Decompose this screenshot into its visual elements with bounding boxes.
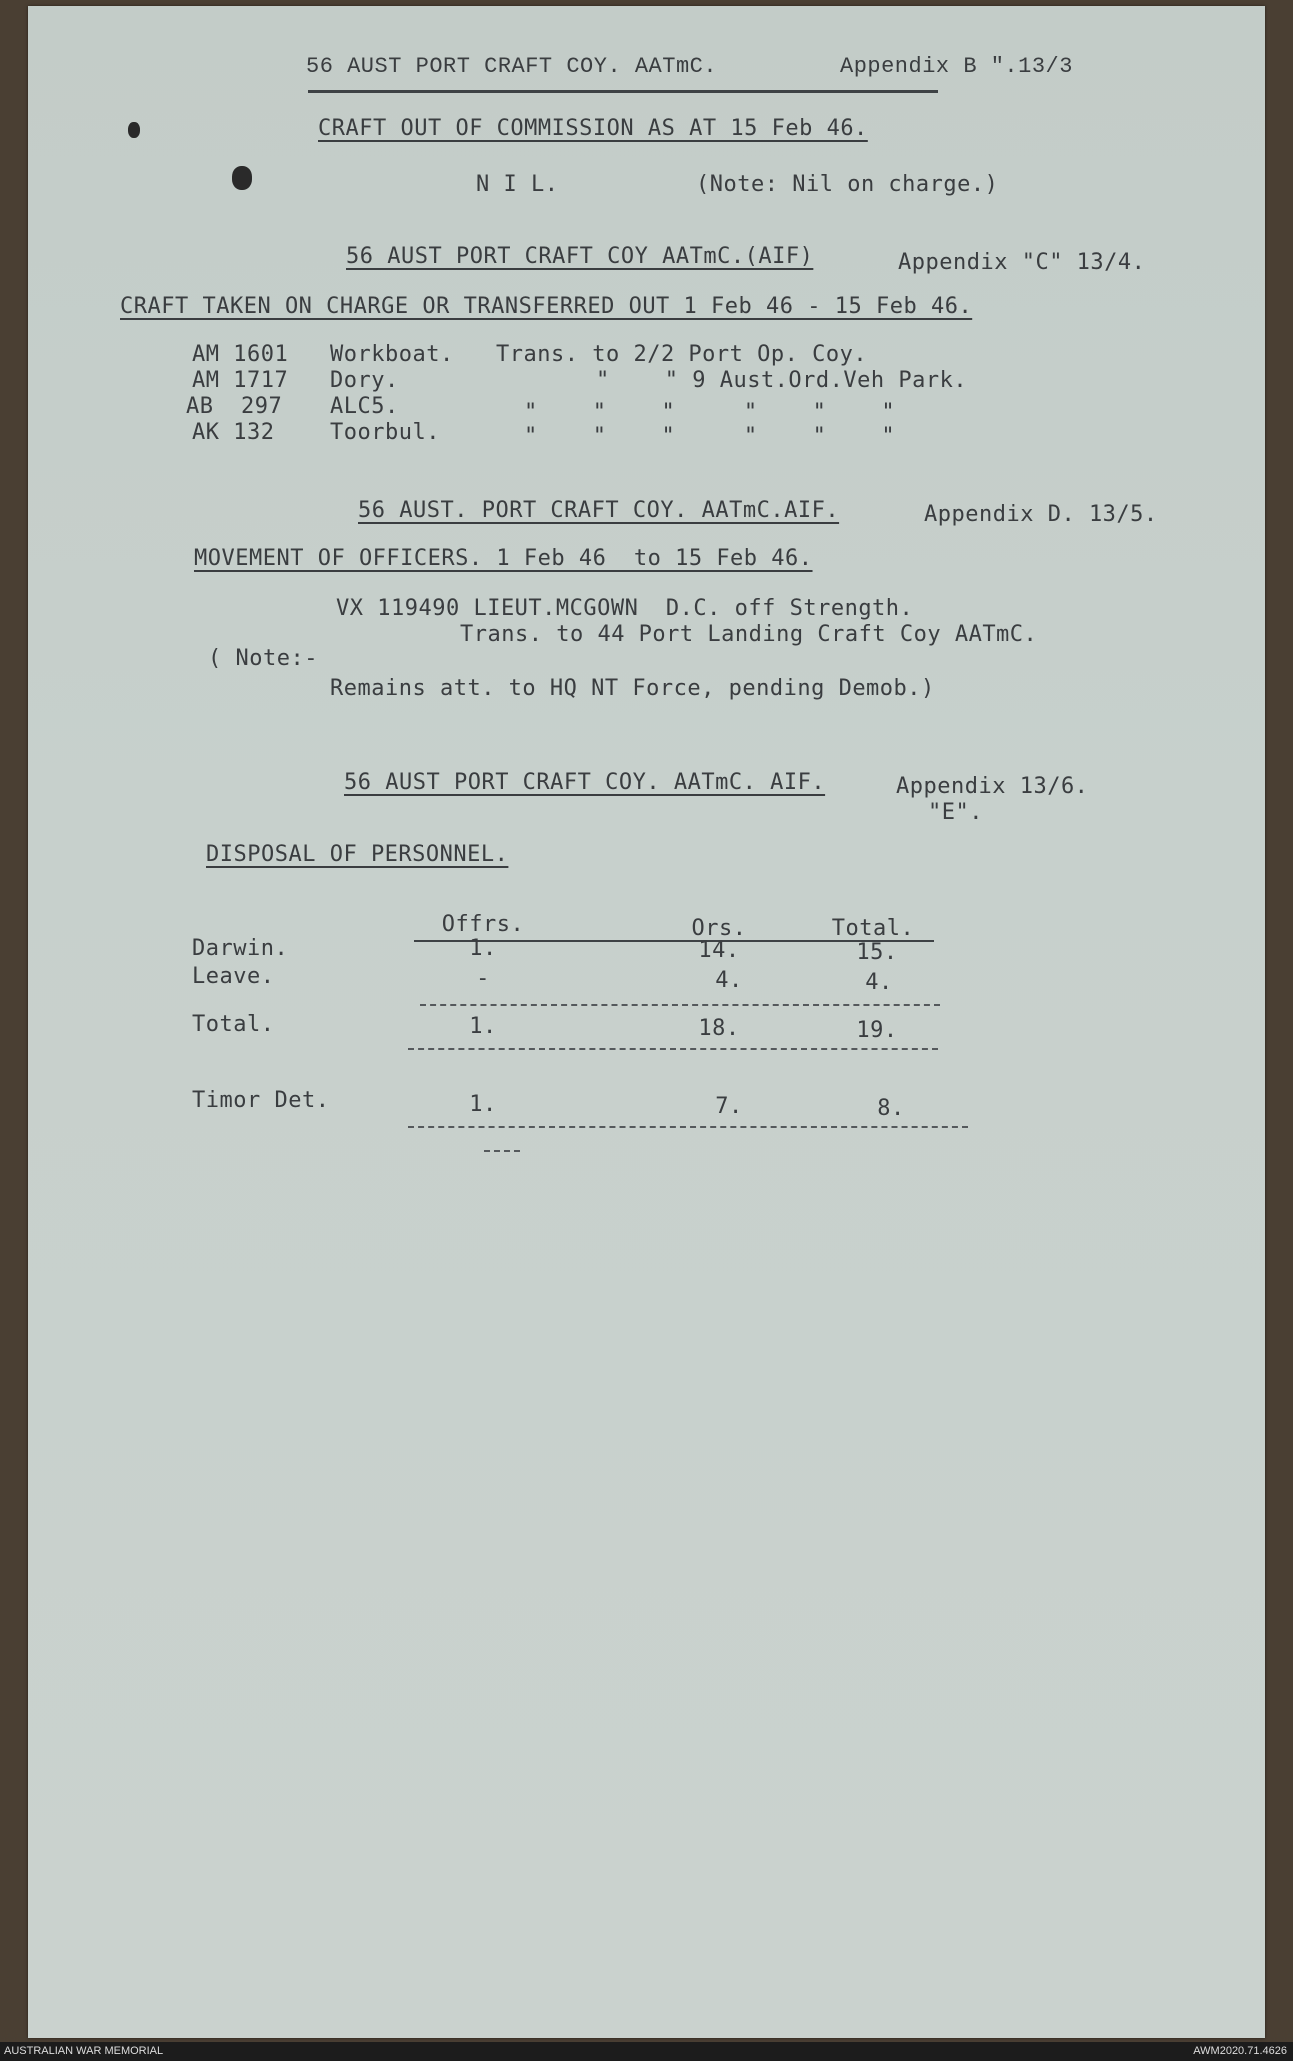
appendix-c-heading: CRAFT TAKEN ON CHARGE OR TRANSFERRED OUT 1 Feb 46 - 15 Feb 46. [120,294,973,319]
total-label: Total. [192,1012,275,1037]
timor-ors: 7. [715,1094,743,1119]
officer-transfer: Trans. to 44 Port Landing Craft Coy AATmC. [460,622,1038,647]
commission-heading: CRAFT OUT OF COMMISSION AS AT 15 Feb 46. [318,116,868,141]
craft-action: " " 9 Aust.Ord.Veh Park. [596,368,968,393]
timor-label: Timor Det. [192,1088,330,1113]
appendix-e-heading: DISPOSAL OF PERSONNEL. [206,842,509,867]
punch-hole [128,122,140,138]
timor-total: 8. [877,1096,905,1121]
officer-note-label: ( Note:- [208,646,318,671]
archive-footer [0,2042,1293,2061]
officer-note-text: Remains att. to HQ NT Force, pending Demob.) [330,676,935,701]
craft-name: ALC5. [330,394,399,419]
footer-right: AWM2020.71.4626 [1193,2045,1287,2057]
row-total: 4. [865,970,893,995]
commission-note: (Note: Nil on charge.) [696,172,999,197]
row-offrs: 1. [469,936,497,961]
craft-no: AK 132 [192,420,275,445]
appendix-d-label: Appendix D. 13/5. [924,502,1158,527]
row-label: Leave. [192,964,275,989]
craft-no: AM 1717 [192,368,289,393]
appendix-c-unit: 56 AUST PORT CRAFT COY AATmC.(AIF) [346,244,814,269]
document-page [28,6,1265,2038]
commission-nil: N I L. [476,172,559,197]
total-offrs: 1. [469,1014,497,1039]
craft-name: Workboat. [330,342,454,367]
craft-no: AB 297 [186,394,283,419]
craft-name: Toorbul. [330,420,440,445]
appendix-d-unit: 56 AUST. PORT CRAFT COY. AATmC.AIF. [358,498,840,523]
col-offrs: Offrs. [441,912,525,937]
subtotal-divider [420,1004,940,1006]
row-total: 15. [856,940,898,965]
row-ors: 4. [715,968,743,993]
footer-left: AUSTRALIAN WAR MEMORIAL [4,2045,164,2057]
craft-no: AM 1601 [192,342,289,367]
appendix-c-label: Appendix "C" 13/4. [898,250,1146,275]
header-unit: 56 AUST PORT CRAFT COY. AATmC. [306,54,718,79]
total-divider [408,1048,938,1050]
appendix-e-label: Appendix 13/6. [896,774,1089,799]
craft-name: Dory. [330,368,399,393]
craft-action: " " " " " " [524,400,896,425]
total-ors: 18. [698,1016,740,1041]
appendix-e-sub: "E". [928,800,983,825]
appendix-d-heading: MOVEMENT OF OFFICERS. 1 Feb 46 to 15 Feb 46. [194,546,813,571]
total-total: 19. [856,1018,898,1043]
row-offrs: - [476,966,490,991]
stray-mark [484,1150,520,1152]
row-label: Darwin. [192,936,289,961]
col-total: Total. [831,916,915,941]
craft-action: Trans. to 2/2 Port Op. Coy. [496,342,868,367]
timor-offrs: 1. [469,1092,497,1117]
craft-action: " " " " " " [524,424,896,449]
header-rule [308,90,938,93]
col-ors: Ors. [691,916,747,941]
row-ors: 14. [698,938,740,963]
officer-line: VX 119490 LIEUT.MCGOWN D.C. off Strength. [336,596,914,621]
appendix-e-unit: 56 AUST PORT CRAFT COY. AATmC. AIF. [344,770,826,795]
punch-hole [232,166,252,190]
timor-divider [408,1126,968,1128]
header-appendix: Appendix B ".13/3 [840,54,1073,79]
